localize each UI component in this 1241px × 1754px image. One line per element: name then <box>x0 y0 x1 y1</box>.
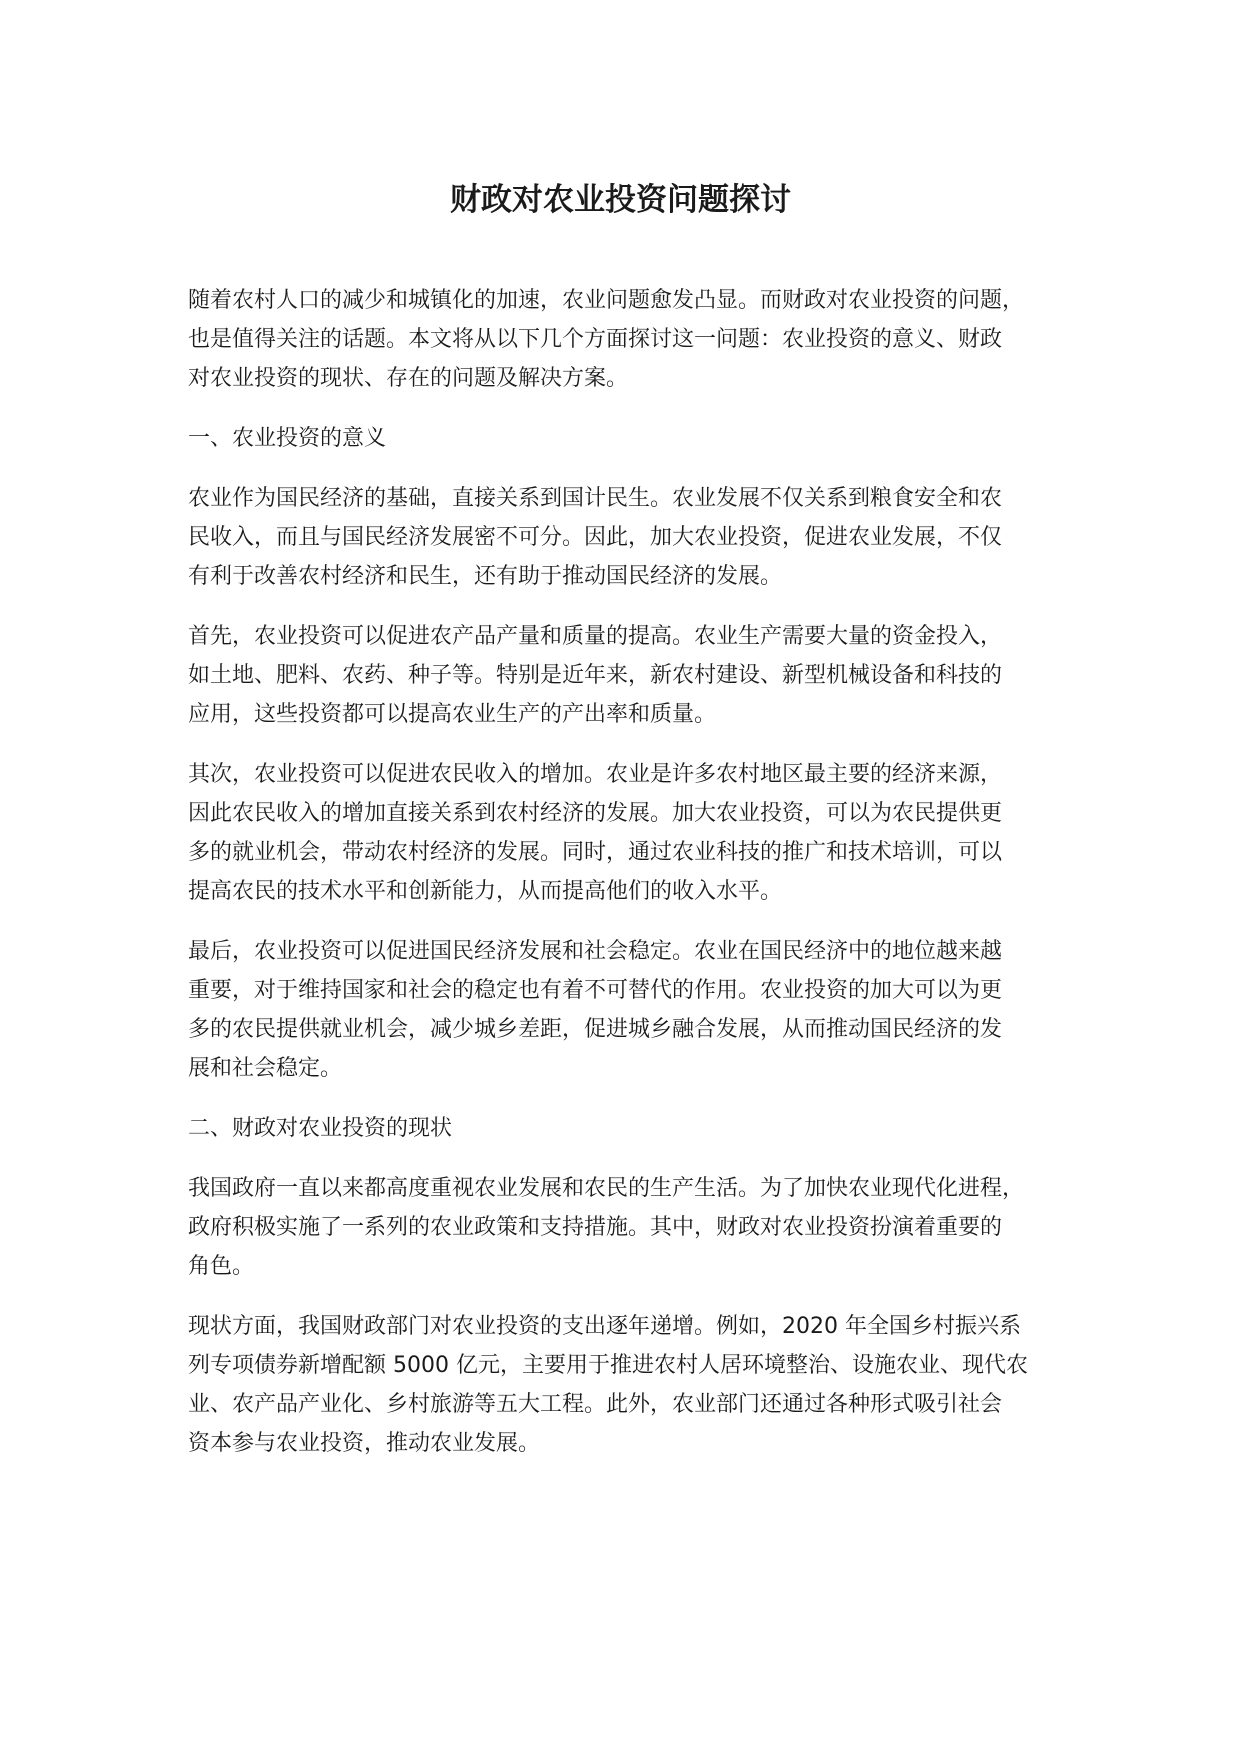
document-title: 财政对农业投资问题探讨 <box>450 182 791 218</box>
paragraph <box>188 281 1078 398</box>
paragraph <box>188 932 1078 1088</box>
paragraph <box>188 479 1078 596</box>
section-heading <box>188 419 1078 458</box>
text-line: 列专项债券新增配额 5000 亿元，主要用于推进农村人居环境整治、设施农业、现代农 <box>188 1353 1028 1378</box>
text-line: 我国政府一直以来都高度重视农业发展和农民的生产生活。为了加快农业现代化进程， <box>188 1176 1025 1201</box>
text-line: 资本参与农业投资，推动农业发展。 <box>188 1431 541 1456</box>
text-line: 其次，农业投资可以促进农民收入的增加。农业是许多农村地区最主要的经济来源， <box>188 762 1003 787</box>
paragraph <box>188 755 1078 911</box>
text-line: 展和社会稳定。 <box>188 1056 343 1081</box>
text-line: 业、农产品产业化、乡村旅游等五大工程。此外，农业部门还通过各种形式吸引社会 <box>188 1392 1003 1417</box>
text-line: 如土地、肥料、农药、种子等。特别是近年来，新农村建设、新型机械设备和科技的 <box>188 663 1003 688</box>
text-line: 因此农民收入的增加直接关系到农村经济的发展。加大农业投资，可以为农民提供更 <box>188 801 1003 826</box>
paragraph <box>188 617 1078 734</box>
text-line: 随着农村人口的减少和城镇化的加速，农业问题愈发凸显。而财政对农业投资的问题， <box>188 288 1025 313</box>
text-line: 最后，农业投资可以促进国民经济发展和社会稳定。农业在国民经济中的地位越来越 <box>188 939 1003 964</box>
text-line: 二、财政对农业投资的现状 <box>188 1116 453 1141</box>
text-line: 政府积极实施了一系列的农业政策和支持措施。其中，财政对农业投资扮演着重要的 <box>188 1215 1003 1240</box>
text-line: 对农业投资的现状、存在的问题及解决方案。 <box>188 366 629 391</box>
text-line: 民收入，而且与国民经济发展密不可分。因此，加大农业投资，促进农业发展，不仅 <box>188 525 1003 550</box>
paragraph <box>188 1307 1078 1463</box>
text-line: 角色。 <box>188 1254 255 1279</box>
text-line: 现状方面，我国财政部门对农业投资的支出逐年递增。例如，2020 年全国乡村振兴系 <box>188 1314 1021 1339</box>
paragraph <box>188 1169 1078 1286</box>
section-heading <box>188 1109 1078 1148</box>
text-line: 首先，农业投资可以促进农产品产量和质量的提高。农业生产需要大量的资金投入， <box>188 624 1003 649</box>
text-line: 应用，这些投资都可以提高农业生产的产出率和质量。 <box>188 702 717 727</box>
text-line: 提高农民的技术水平和创新能力，从而提高他们的收入水平。 <box>188 879 783 904</box>
document-body <box>188 281 1078 1484</box>
text-line: 重要，对于维持国家和社会的稳定也有着不可替代的作用。农业投资的加大可以为更 <box>188 978 1003 1003</box>
text-line: 有利于改善农村经济和民生，还有助于推动国民经济的发展。 <box>188 564 783 589</box>
text-line: 一、农业投资的意义 <box>188 426 387 451</box>
text-line: 多的农民提供就业机会，减少城乡差距，促进城乡融合发展，从而推动国民经济的发 <box>188 1017 1003 1042</box>
text-line: 多的就业机会，带动农村经济的发展。同时，通过农业科技的推广和技术培训，可以 <box>188 840 1003 865</box>
text-line: 也是值得关注的话题。本文将从以下几个方面探讨这一问题：农业投资的意义、财政 <box>188 327 1003 352</box>
text-line: 农业作为国民经济的基础，直接关系到国计民生。农业发展不仅关系到粮食安全和农 <box>188 486 1003 511</box>
